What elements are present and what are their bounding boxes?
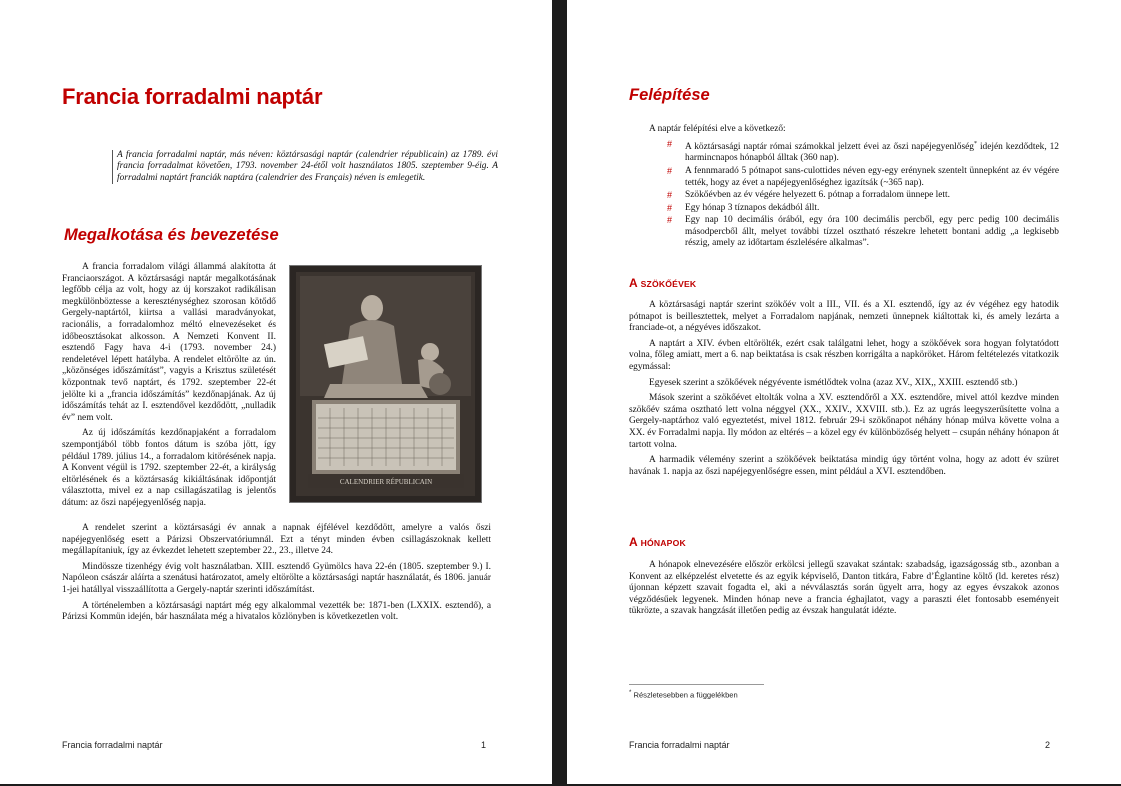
section-heading-months: A HÓNAPOK [629, 535, 686, 549]
hash-bullet-icon: # [667, 202, 673, 213]
document-title: Francia forradalmi naptár [62, 84, 323, 109]
structure-section [629, 124, 1059, 251]
paragraph: A történelemben a köztársasági naptárt még egy alkalommal vezették be: 1871-ben (LXXIX. esztendő), a Párizsi Kommün idején, bár használata még a hivatalos közlönyben is következetlen volt. [62, 600, 491, 623]
engraving-illustration [290, 266, 481, 502]
months-section [629, 560, 1059, 622]
hash-bullet-icon: # [667, 165, 673, 176]
list-item: # Egy nap 10 decimális órából, egy óra 100 decimális percből, egy perc pedig 100 decimális másodpercből állt, melyet további tízzel osztható részekre lehetett bontani addig „a legkisebb részig, amely az időtartam észlelésére alkalmas”. [667, 215, 1059, 249]
section-heading-origins: Megalkotása és bevezetése [64, 226, 279, 244]
paragraph: A köztársasági naptár szerint szökőév volt a III., VII. és a XI. esztendő, így az év végéhez egy hatodik pótnapot is beillesztettek, melyet a Forradalom napjának, nemzeti ünnepnek kiáltottak ki, és amely lezárta a franciade-ot, a négyéves időszakot. [629, 300, 1059, 334]
document-page-2 [567, 0, 1121, 784]
section-heading-structure: Felépítése [629, 86, 710, 104]
paragraph: A francia forradalom világi állammá alakította át Franciaországot. A köztársasági naptár megalkotásának legfőbb célja az volt, hogy az új korszakot radikálisan megkülönböztesse a kereszténységhez szorosan kötődő Gergely-naptártól, kiirtsa a vallási maradványokat, racionális, a forradalomhoz méltó elnevezéseket és időbeosztásokat alkosson. A Nemzeti Konvent II. esztendő Fagy hava 4-i (1793. november 24.) rendeletével lépett hatályba. A rendelet eltörölte az ún. „közönséges időszámítást”, vagyis a Krisztus születését központnak tevő naptárt, és 1792. szeptember 22-ét jelölte ki a „francia időszámítás” kezdőnapjának. Az új időszámítás tehát az I. esztendővel kezdődött, „nulladik év” nem volt. [62, 262, 276, 423]
footnote-mark: * [629, 690, 632, 696]
section-heading-leap-years: A SZÖKŐÉVEK [629, 276, 697, 290]
paragraph: Mindössze tizenhégy évig volt használatban. XIII. esztendő Gyümölcs hava 22-én (1805. szeptember 9.) I. Napóleon császár aláírta a szenátusi határozatot, amely eltörölte a köztársasági naptár használatát, és 1806. január 1-jei hatállyal visszaállította a Gergely-naptár szerinti időszámítást. [62, 561, 491, 595]
origins-column-text [62, 262, 276, 513]
footer-title: Francia forradalmi naptár [629, 740, 730, 750]
hash-bullet-icon: # [667, 215, 673, 226]
footnote: * Részletesebben a függelékben [629, 690, 738, 700]
hash-bullet-icon: # [667, 138, 673, 149]
origins-body-text [62, 523, 491, 628]
paragraph: A hónapok elnevezésére először erkölcsi jellegű szavakat szántak: szabadság, igazságosság stb., azonban a Konvent az elképzelést elvetette és az egyik képviselő, Danton titkára, Fabre d’Églantine költő (ld. keretes rész) újonnan képzett szavait fogadta el, aki a névválasztás során ügyelt arra, hogy az egyes évszakok azonos végződésűek legyenek. Minden hónap neve a francia éghajlatot, vagy a paraszti élet fontosabb eseményeit tükrözte, a szavak hangzását illetően pedig az évszak hangulatát idézte. [629, 560, 1059, 617]
list-item: # A köztársasági naptár római számokkal jelzett évei az őszi napéjegyenlőség* idején kezdődtek, 12 harmincnapos hónapból álltak (360 nap). [667, 138, 1059, 164]
footer-title: Francia forradalmi naptár [62, 740, 163, 750]
leap-years-section [629, 300, 1059, 482]
paragraph: Egyesek szerint a szökőévek négyévente ismétlődtek volna (azaz XV., XIX,, XXIII. esztendő stb.) [649, 377, 1018, 388]
list-item: # A fennmaradó 5 pótnapot sans-culottides néven egy-egy erénynek szentelt ünnepként az év végére tették, hogy az évet a napéjegyenlőséghez igazítsák (~365 nap). [667, 165, 1059, 188]
hash-bullet-icon: # [667, 190, 673, 201]
paragraph: A naptár felépítési elve a következő: [649, 124, 786, 134]
page-number: 1 [481, 740, 487, 750]
footnote-ref: * [973, 140, 977, 147]
list-item: # Szökőévben az év végére helyezett 6. pótnap a forradalom ünnepe lett. [667, 190, 950, 201]
page-number: 2 [1045, 740, 1051, 750]
document-page-1 [0, 0, 552, 784]
paragraph: Az új időszámítás kezdőnapjaként a forradalom szempontjából több fontos dátum is szóba jött, így például 1789. július 14., a forradalom kitörésének napja. A Konvent végül is 1792. szeptember 22-ét, a királyság eltörlésének és a köztársaság kikiáltásának időpontját választotta, mivel ez a nap csillagászatilag is jelentős dátum: az őszi napéjegyenlőség napja. [62, 428, 276, 508]
paragraph: A naptárt a XIV. évben eltörölték, ezért csak találgatni lehet, hogy a szökőévek sora hogyan folytatódott volna, főleg amiatt, mert a 6. nap beiktatása is csak részben korrigálta a napköröket. Három feltételezés vitatkozik egymással: [629, 338, 1059, 372]
paragraph: Mások szerint a szökőévet eltolták volna a XV. esztendőről a XX. esztendőre, mivel attól kezdve minden szökőév száma osztható lett volna néggyel (XX., XXIV., XXVIII. stb.). Ez az ugrás leegyszerűsítette volna a Gergely-naptárhoz való egyeztetést, mivel 1812. február 29-i szökőnapot néhány hónap múlva követte volna a XX. év Forradalmi napja. Ily módon az eltérés – a közel egy év különbözőség helyett – csupán néhány hónapon át tartott volna. [629, 393, 1059, 450]
paragraph: A harmadik vélemény szerint a szökőévek beiktatása mindig úgy történt volna, hogy az adott év szüret havának 1. napja az őszi napéjegyenlőségre essen, mint például a XVI. esztendőben. [629, 455, 1059, 477]
list-item: # Egy hónap 3 tíznapos dekádból állt. [667, 202, 820, 213]
engraving-caption: CALENDRIER RÉPUBLICAIN [339, 478, 433, 486]
paragraph: A rendelet szerint a köztársasági év annak a napnak éjfélével kezdődött, amelyre a valós őszi napéjegyenlőség esett a Párizsi Obszervatóriumnál. Ezt a tényt minden évben csillagászoknak kellett megállapítaniuk, így az évkezdet lehetett szeptember 22., 23., illetve 24. [62, 523, 491, 557]
structure-list [667, 139, 1059, 250]
calendar-engraving-image [289, 265, 482, 503]
abstract-quote: A francia forradalmi naptár, más néven: köztársasági naptár (calendrier républicain) az 1789. évi francia forradalmat követően, 1793. november 24-étől volt használatos 1805. szeptember 9-éig. A forradalmi naptárt franciák naptára (calendrier des Français) néven is emlegetik. [112, 150, 498, 184]
footnote-separator [629, 684, 764, 685]
